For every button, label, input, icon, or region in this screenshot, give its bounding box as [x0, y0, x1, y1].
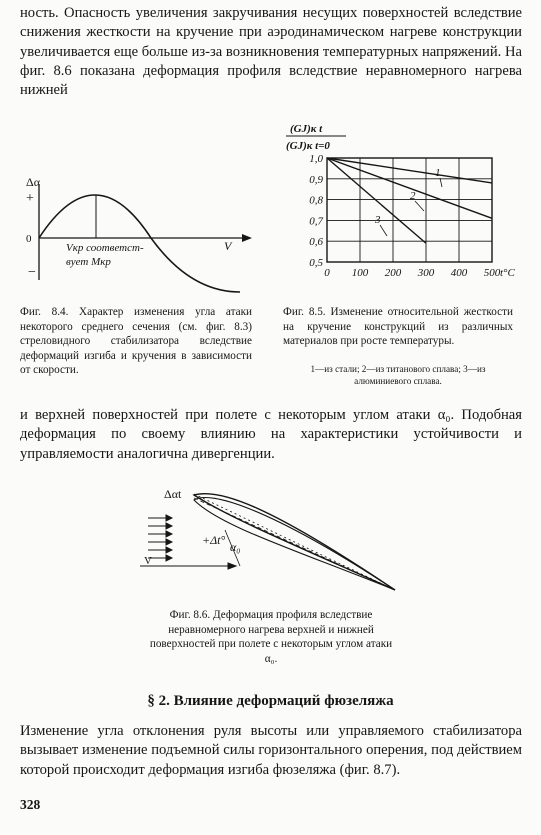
x-tick-label: 0: [324, 267, 330, 279]
page-number: 328: [20, 797, 41, 812]
fig84-zero: 0: [26, 233, 32, 245]
y-axis-label-denominator: (GJ)к t=0: [286, 140, 330, 152]
y-tick-label: 1,0: [309, 153, 323, 165]
section-title: § 2. Влияние деформаций фюзеляжа: [147, 693, 394, 709]
caption-fig-8-5-note: 1—из стали; 2—из титанового сплава; 3—из алюминиевого сплава.: [310, 364, 486, 386]
y-tick-label: 0,7: [309, 215, 323, 228]
fig86-v: V: [144, 555, 152, 567]
series-label-1: 1: [435, 167, 441, 179]
fig86-dt: +Δt°: [202, 533, 226, 547]
series-label-leader-2: [415, 201, 424, 211]
x-tick-label: 200: [384, 267, 402, 279]
series-label-leader-1: [440, 178, 442, 187]
series-label-2: 2: [410, 190, 416, 202]
x-tick-label: 500: [483, 267, 501, 279]
fig84-annot-1: Vкр соответст-: [66, 242, 144, 254]
caption-fig-8-4: Фиг. 8.4. Характер изменения угла атаки некоторого среднего сечения (см. фиг. 8.3) стреловидного стабилизатора вследствие деформаций изгиба и кручения в зависимости от скорости.: [20, 306, 252, 377]
fig84-v-label: V: [224, 239, 232, 253]
paragraph-divergence: и верхней поверхностей при полете с некоторым углом атаки α₀. Подобная деформация по своему влиянию на характеристики устойчивости и управляемости аналогична дивергенции.: [20, 407, 522, 462]
y-tick-label: 0,9: [309, 173, 323, 186]
fig86-dalpha: Δαt: [164, 487, 182, 501]
fig84-annot-2: вует Mкр: [66, 256, 111, 268]
x-tick-label: 400: [450, 267, 468, 279]
x-axis-label: t°C: [500, 267, 515, 279]
fig84-plus: +: [26, 191, 34, 206]
series-label-3: 3: [375, 214, 381, 226]
paragraph-intro: ность. Опасность увеличения закручивания несущих поверхностей вследствие снижения жесткости на кручение при аэродинамическом нагреве конструкции увеличивается еще больше из-за возникновения температурных напряжений. На фиг. 8.6 показана деформация профиля вследствие неравномерного нагрева нижней: [20, 5, 522, 99]
fig84-ylabel: Δα: [26, 175, 41, 189]
caption-fig-8-6: Фиг. 8.6. Деформация профиля вследствие неравномерного нагрева верхней и нижней поверхностей при полете с некоторым углом атаки α₀.: [149, 609, 393, 665]
fig86-alpha0: α₀: [230, 540, 241, 554]
y-tick-label: 0,8: [309, 194, 323, 207]
figure-8-6: [140, 478, 420, 598]
figure-8-4: [20, 172, 270, 292]
series-label-leader-3: [380, 225, 387, 236]
figure-8-5: [280, 114, 540, 284]
x-tick-label: 300: [417, 267, 435, 279]
fig84-minus: −: [28, 265, 36, 280]
paragraph-fuselage: Изменение угла отклонения руля высоты или управляемого стабилизатора вызывает изменение подъемной силы горизонтального оперения, под действием которой происходит деформация изгиба фюзеляжа (фиг. 8.7).: [20, 723, 522, 778]
x-tick-label: 100: [351, 267, 369, 279]
series-line-2: [327, 158, 492, 218]
y-tick-label: 0,5: [309, 257, 323, 269]
axis-arrow: [242, 234, 252, 242]
y-axis-label-numerator: (GJ)к t: [290, 123, 323, 135]
caption-fig-8-5: Фиг. 8.5. Изменение относительной жесткости на кручение конструкций из различных материалов при росте температуры.: [283, 306, 513, 348]
y-tick-label: 0,6: [309, 236, 323, 249]
